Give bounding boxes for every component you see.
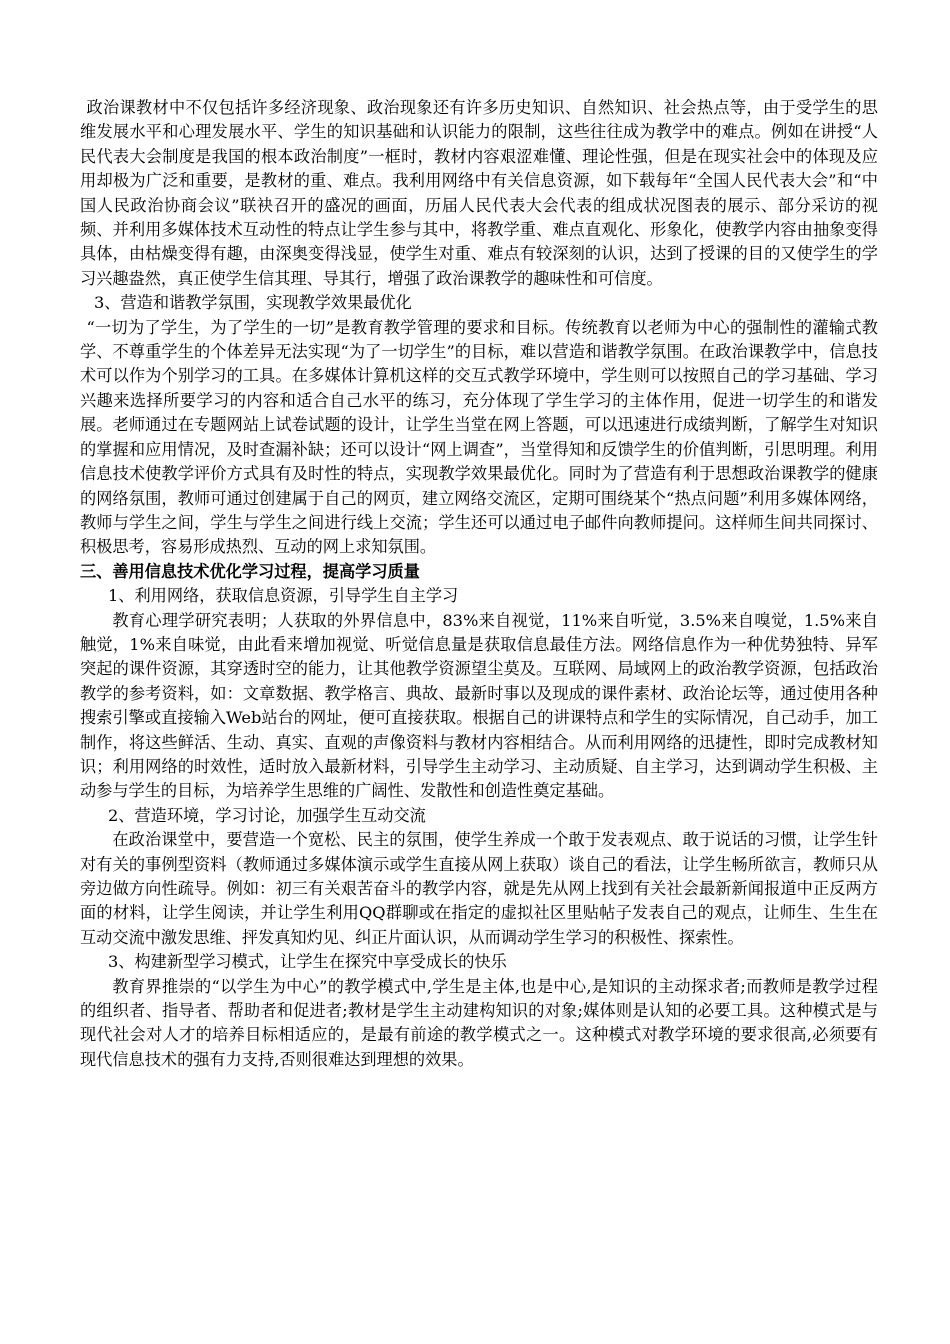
subheading-use-network: 1、利用网络，获取信息资源，引导学生自主学习	[108, 586, 459, 606]
paragraph-create-environment: 在政治课堂中，要营造一个宽松、民主的氛围，使学生养成一个敢于发表观点、敢于说话的习惯，让学生针对有关的事例型资料（教师通过多媒体演示或学生直接从网上获取）谈自己的看法，让学生畅所欲言，教师只从旁边做方向性疏导。例如：初三有关艰苦奋斗的教学内容，就是先从网上找到有关社会最新新闻报道中正反两方面的材料，让学生阅读，并让学生利用QQ群聊或在指定的虚拟社区里贴帖子发表自己的观点，让师生、生生在互动交流中激发思维、抨发真知灼见、纠正片面认识，从而调动学生学习的积极性、探索性。	[80, 830, 878, 947]
subheading-harmonious-atmosphere: 3、营造和谐教学氛围，实现教学效果最优化	[94, 293, 412, 313]
subheading-create-environment: 2、营造环境，学习讨论，加强学生互动交流	[108, 805, 426, 825]
subheading-new-learning-mode: 3、构建新型学习模式，让学生在探究中享受成长的快乐	[108, 952, 507, 972]
document-page	[80, 96, 878, 1072]
paragraph-use-network: 教育心理学研究表明；人获取的外界信息中，83%来自视觉，11%来自听觉，3.5%来自嗅觉，1.5%来自触觉，1%来自味觉，由此看来增加视觉、听觉信息量是获取信息最佳方法。网络信息作为一种优势独特、异军突起的课件资源，其穿透时空的能力，让其他教学资源望尘莫及。互联网、局域网上的政治教学资源，包括政治教学的参考资料，如：文章数据、教学格言、典故、最新时事以及现成的课件素材、政治论坛等，通过使用各种搜索引擎或直接输入Web站台的网址，便可直接获取。根据自己的讲课特点和学生的实际情况，自己动手，加工制作，将这些鲜活、生动、真实、直观的声像资料与教材内容相结合。从而利用网络的迅捷性，即时完成教材知识；利用网络的时效性，适时放入最新材料，引导学生主动学习、主动质疑、自主学习，达到调动学生积极、主动参与学生的目标，为培养学生思维的广阔性、发散性和创造性奠定基础。	[80, 610, 878, 801]
paragraph-politics-materials: 政治课教材中不仅包括许多经济现象、政治现象还有许多历史知识、自然知识、社会热点等，由于受学生的思维发展水平和心理发展水平、学生的知识基础和认识能力的限制，这些往往成为教学中的难点。例如在讲授“人民代表大会制度是我国的根本政治制度”一框时，教材内容艰涩难懂、理论性强，但是在现实社会中的体现及应用却极为广泛和重要，是教材的重、难点。我利用网络中有关信息资源，如下载每年“全国人民代表大会”和“中国人民政治协商会议”联袂召开的盛况的画面，历届人民代表大会代表的组成状况图表的展示、部分采访的视频、并利用多媒体技术互动性的特点让学生参与其中，将教学重、难点直观化、形象化，使教学内容由抽象变得具体，由枯燥变得有趣，由深奥变得浅显，使学生对重、难点有较深刻的认识，达到了授课的目的又使学生的学习兴趣盎然，真正使学生信其理、导其行，增强了政治课教学的趣味性和可信度。	[80, 98, 878, 288]
paragraph-harmonious-atmosphere: “一切为了学生，为了学生的一切”是教育教学管理的要求和目标。传统教育以老师为中心的强制性的灌输式教学、不尊重学生的个体差异无法实现“为了一切学生”的目标，难以营造和谐教学氛围。在政治课教学中，信息技术可以作为个别学习的工具。在多媒体计算机这样的交互式教学环境中，学生则可以按照自己的学习基础、学习兴趣来选择所要学习的内容和适合自己水平的练习，充分体现了学生学习的主体作用，促进一切学生的和谐发展。老师通过在专题网站上试卷试题的设计，让学生当堂在网上答题，可以迅速进行成绩判断，了解学生对知识的掌握和应用情况，及时查漏补缺；还可以设计“网上调查”，当堂得知和反馈学生的价值判断，引思明理。利用信息技术使教学评价方式具有及时性的特点，实现教学效果最优化。同时为了营造有利于思想政治课教学的健康的网络氛围，教师可通过创建属于自己的网页，建立网络交流区，定期可围绕某个“热点问题”利用多媒体网络，教师与学生之间，学生与学生之间进行线上交流；学生还可以通过电子邮件向教师提问。这样师生间共同探讨、积极思考，容易形成热烈、互动的网上求知氛围。	[80, 317, 878, 557]
section-heading-three: 三、善用信息技术优化学习过程，提高学习质量	[80, 561, 420, 581]
paragraph-new-learning-mode: 教育界推崇的“以学生为中心”的教学模式中,学生是主体,也是中心,是知识的主动探求者;而教师是教学过程的组织者、指导者、帮助者和促进者;教材是学生主动建构知识的对象;媒体则是认知的必要工具。这种模式是与现代社会对人才的培养目标相适应的，是最有前途的教学模式之一。这种模式对教学环境的要求很高,必须要有现代信息技术的强有力支持,否则很难达到理想的效果。	[80, 976, 878, 1069]
